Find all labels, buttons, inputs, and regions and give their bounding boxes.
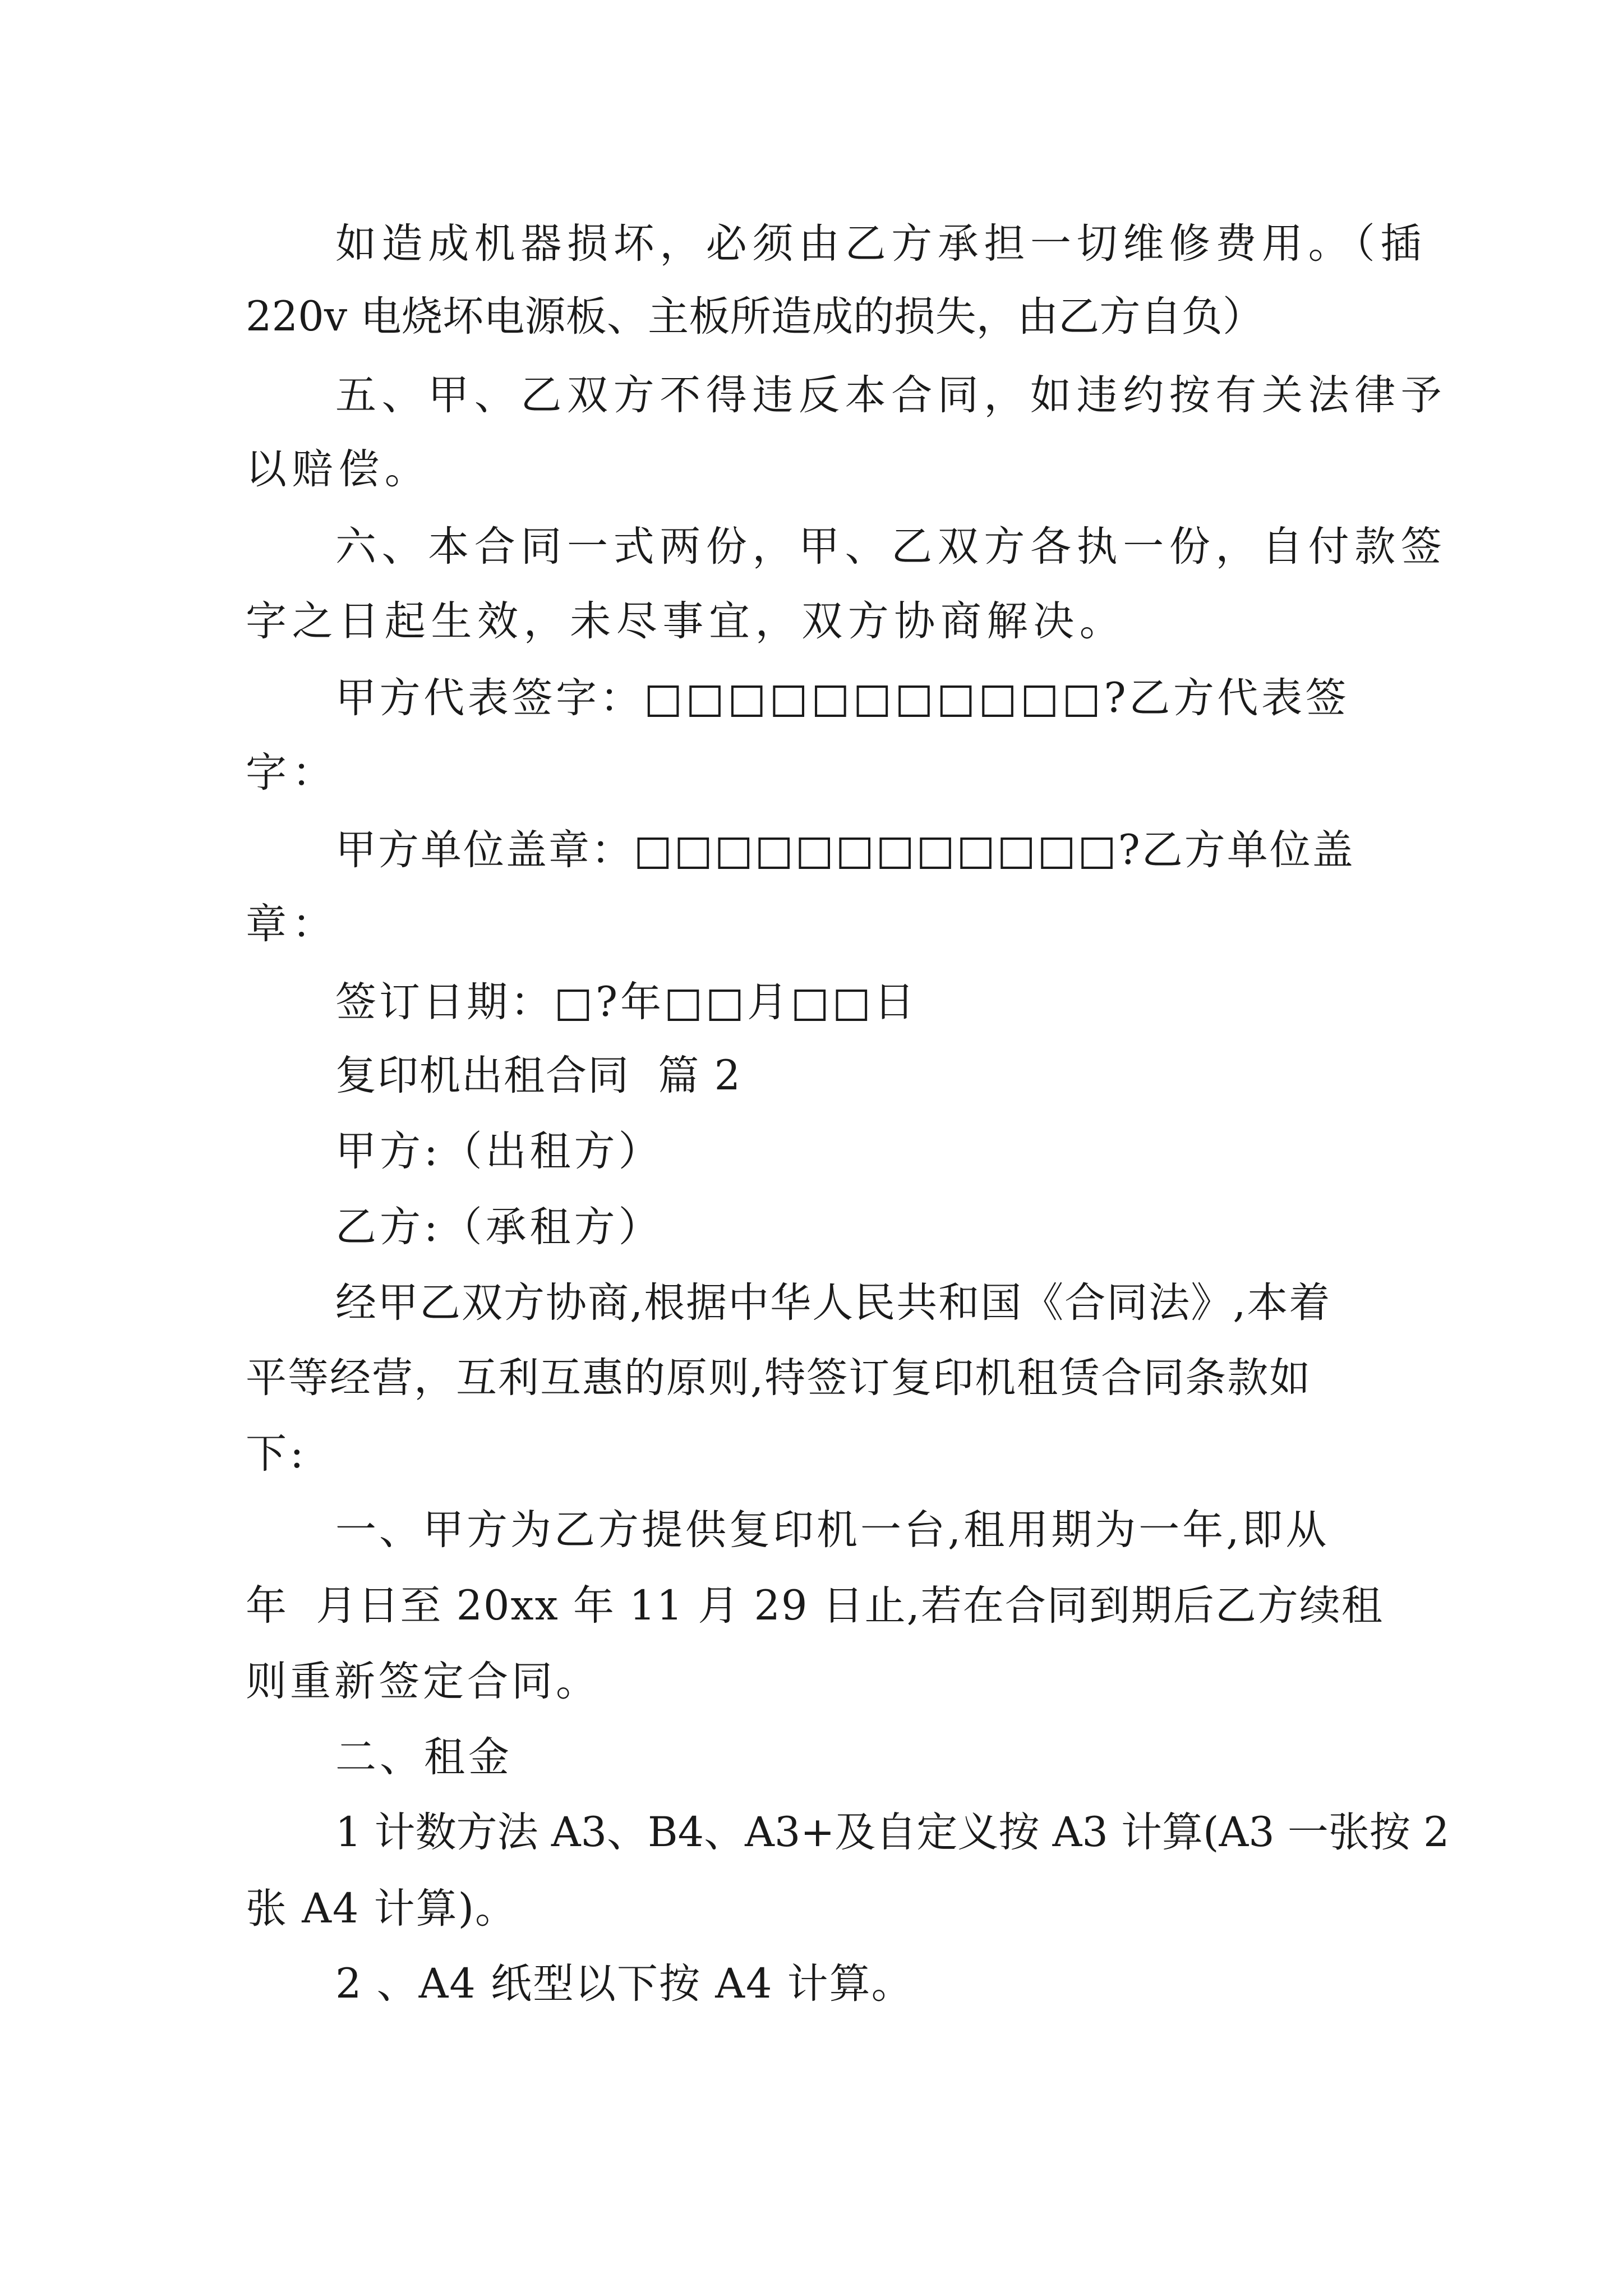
text-line: 字之日起生效，未尽事宜，双方协商解决。 <box>246 597 1126 645</box>
text-line: 签订日期：□?年□□月□□日 <box>335 978 917 1026</box>
text-line: 1 计数方法 A3、B4、A3+及自定义按 A3 计算(A3 一张按 2 <box>335 1809 1450 1856</box>
text-line: 年 月日至 20xx 年 11 月 29 日止,若在合同到期后乙方续租 <box>246 1582 1384 1630</box>
text-line: 章： <box>246 900 339 948</box>
text-line: 以赔偿。 <box>246 445 431 493</box>
text-line: 一、甲方为乙方提供复印机一台,租用期为一年,即从 <box>335 1506 1330 1554</box>
text-line: 六、本合同一式两份，甲、乙双方各执一份，自付款签 <box>335 523 1447 570</box>
text-line: 二、租金 <box>335 1733 513 1781</box>
text-line: 张 A4 计算)。 <box>246 1885 518 1932</box>
text-line: 甲方:（出租方） <box>335 1128 663 1175</box>
text-line: 甲方代表签字：□□□□□□□□□□□?乙方代表签 <box>335 674 1350 722</box>
text-line: 字： <box>246 749 339 797</box>
text-line: 2 、A4 纸型以下按 A4 计算。 <box>335 1960 914 2008</box>
text-line: 下: <box>246 1430 307 1478</box>
section-heading: 复印机出租合同 篇 2 <box>335 1052 742 1099</box>
text-line: 乙方:（承租方） <box>335 1203 663 1251</box>
text-line: 如造成机器损坏，必须由乙方承担一切维修费用。（插 <box>335 220 1427 268</box>
text-line: 则重新签定合同。 <box>246 1658 600 1705</box>
text-line: 220v 电烧坏电源板、主板所造成的损失，由乙方自负） <box>246 293 1264 341</box>
text-line: 甲方单位盖章：□□□□□□□□□□□□?乙方单位盖 <box>335 826 1355 874</box>
text-line: 经甲乙双方协商,根据中华人民共和国《合同法》,本着 <box>335 1279 1331 1327</box>
text-line: 平等经营，互利互惠的原则,特签订复印机租赁合同条款如 <box>246 1354 1312 1402</box>
text-line: 五、甲、乙双方不得违反本合同，如违约按有关法律予 <box>335 371 1447 419</box>
